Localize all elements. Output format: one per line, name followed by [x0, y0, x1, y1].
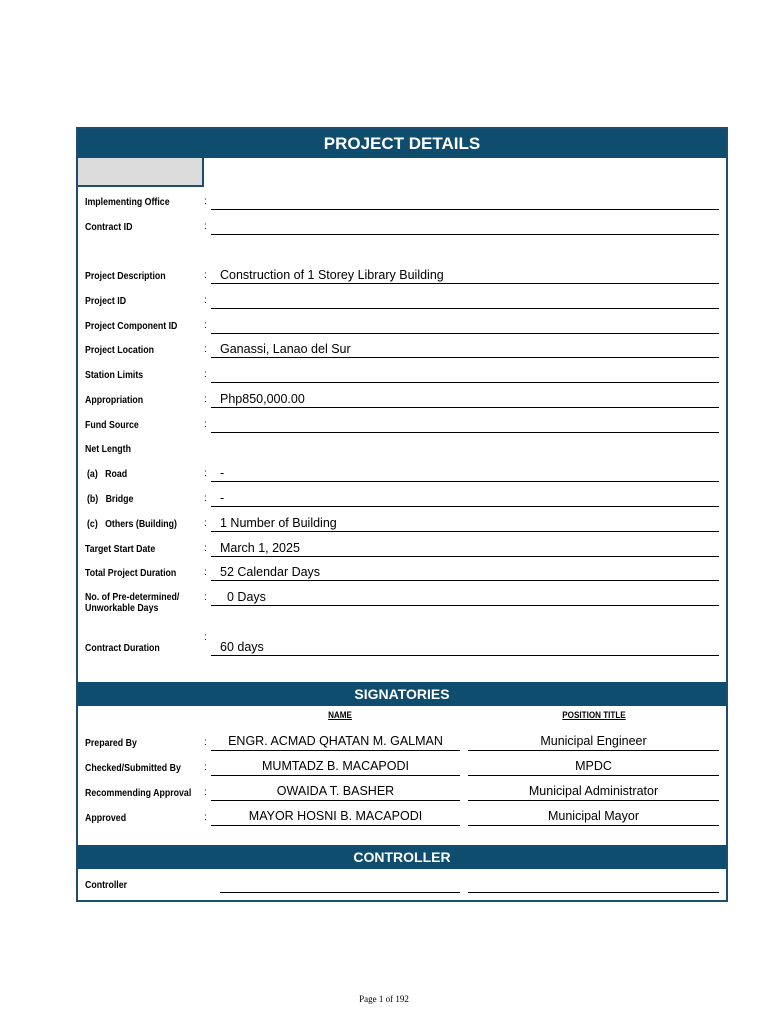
field-label: Fund Source [85, 420, 139, 431]
signatory-position[interactable]: MPDC [468, 755, 719, 776]
implementing-office-value[interactable] [211, 190, 719, 210]
signatory-label: Approved [85, 813, 127, 824]
label-line-2: Unworkable Days [85, 603, 159, 614]
signatories-header: SIGNATORIES [78, 682, 726, 706]
colon: : [204, 196, 207, 207]
field-label: (a) Road [87, 469, 128, 480]
project-id-value[interactable] [211, 289, 719, 309]
colon: : [204, 737, 207, 748]
colon: : [204, 419, 207, 430]
field-project-id [78, 287, 726, 309]
field-label: Contract ID [85, 222, 133, 233]
page-number: Page 1 of 192 [359, 994, 409, 1004]
field-label: Project ID [85, 296, 127, 307]
controller-header: CONTROLLER [78, 845, 726, 869]
field-others-building [78, 510, 726, 532]
signatory-position[interactable]: Municipal Mayor [468, 805, 719, 826]
field-label: (b) Bridge [87, 494, 134, 505]
others-building-value[interactable]: 1 Number of Building [211, 512, 719, 532]
signatory-position[interactable]: Municipal Administrator [468, 780, 719, 801]
field-target-start-date [78, 535, 726, 557]
contract-id-value[interactable] [211, 215, 719, 235]
road-value[interactable]: - [211, 462, 719, 482]
field-project-description [78, 262, 726, 284]
colon: : [204, 592, 207, 603]
field-label: Implementing Office [85, 197, 170, 208]
field-label: Contract Duration [85, 643, 160, 654]
colon: : [204, 787, 207, 798]
colon: : [204, 344, 207, 355]
signatory-position[interactable]: Municipal Engineer [468, 730, 719, 751]
field-label: Project Component ID [85, 321, 178, 332]
colon: : [204, 812, 207, 823]
colon: : [204, 369, 207, 380]
colon: : [204, 567, 207, 578]
colon: : [204, 394, 207, 405]
colon: : [204, 320, 207, 331]
appropriation-value[interactable]: Php850,000.00 [211, 388, 719, 408]
project-description-value[interactable]: Construction of 1 Storey Library Building [211, 264, 719, 284]
field-station-limits [78, 361, 726, 383]
field-total-project-duration [78, 559, 726, 581]
signatory-label: Recommending Approval [85, 788, 192, 799]
signatory-name[interactable]: ENGR. ACMAD QHATAN M. GALMAN [211, 730, 460, 751]
project-location-value[interactable]: Ganassi, Lanao del Sur [211, 338, 719, 358]
target-start-date-value[interactable]: March 1, 2025 [211, 537, 719, 557]
colon: : [204, 762, 207, 773]
signatory-name[interactable]: OWAIDA T. BASHER [211, 780, 460, 801]
project-component-id-value[interactable] [211, 314, 719, 334]
signatory-label: Prepared By [85, 738, 137, 749]
unworkable-days-value[interactable]: 0 Days [211, 586, 719, 606]
fund-source-value[interactable] [211, 413, 719, 433]
field-project-location [78, 336, 726, 358]
field-appropriation [78, 386, 726, 408]
colon: : [204, 632, 207, 643]
field-project-component-id [78, 312, 726, 334]
field-label: Total Project Duration [85, 568, 177, 579]
field-label: (c) Others (Building) [87, 519, 177, 530]
signatory-label: Checked/Submitted By [85, 763, 181, 774]
field-fund-source [78, 411, 726, 433]
controller-row [78, 871, 726, 893]
field-label: Station Limits [85, 370, 144, 381]
colon: : [204, 493, 207, 504]
controller-label: Controller [85, 880, 128, 891]
field-road [78, 460, 726, 482]
station-limits-value[interactable] [211, 363, 719, 383]
field-label: Target Start Date [85, 544, 156, 555]
position-column-header: POSITION TITLE [562, 710, 626, 720]
contract-duration-value[interactable]: 60 days [211, 636, 719, 656]
colon: : [204, 468, 207, 479]
signatory-row-checked [78, 754, 726, 776]
colon: : [204, 518, 207, 529]
name-column-header: NAME [328, 710, 352, 720]
signatory-row-prepared [78, 729, 726, 751]
field-net-length [78, 435, 726, 457]
form-title: PROJECT DETAILS [78, 129, 726, 158]
total-project-duration-value[interactable]: 52 Calendar Days [211, 561, 719, 581]
colon: : [204, 270, 207, 281]
controller-position[interactable] [468, 872, 719, 893]
colon: : [204, 543, 207, 554]
field-contract-id [78, 213, 726, 235]
field-label: Project Location [85, 345, 154, 356]
field-label: Appropriation [85, 395, 144, 406]
signatory-name[interactable]: MAYOR HOSNI B. MACAPODI [211, 805, 460, 826]
field-implementing-office [78, 188, 726, 210]
signatory-name[interactable]: MUMTADZ B. MACAPODI [211, 755, 460, 776]
colon: : [204, 221, 207, 232]
signatory-row-approved [78, 804, 726, 826]
field-label [85, 592, 179, 614]
field-label: Net Length [85, 444, 131, 455]
controller-name[interactable] [220, 872, 460, 893]
field-contract-duration [78, 634, 726, 656]
bridge-value[interactable]: - [211, 487, 719, 507]
signatory-row-recommending [78, 779, 726, 801]
field-unworkable-days [78, 584, 726, 616]
label-line-1: No. of Pre-determined/ [85, 592, 180, 603]
blank-gray-cell [78, 158, 204, 187]
field-label: Project Description [85, 271, 166, 282]
project-details-form [76, 127, 728, 902]
colon: : [204, 295, 207, 306]
field-bridge [78, 485, 726, 507]
